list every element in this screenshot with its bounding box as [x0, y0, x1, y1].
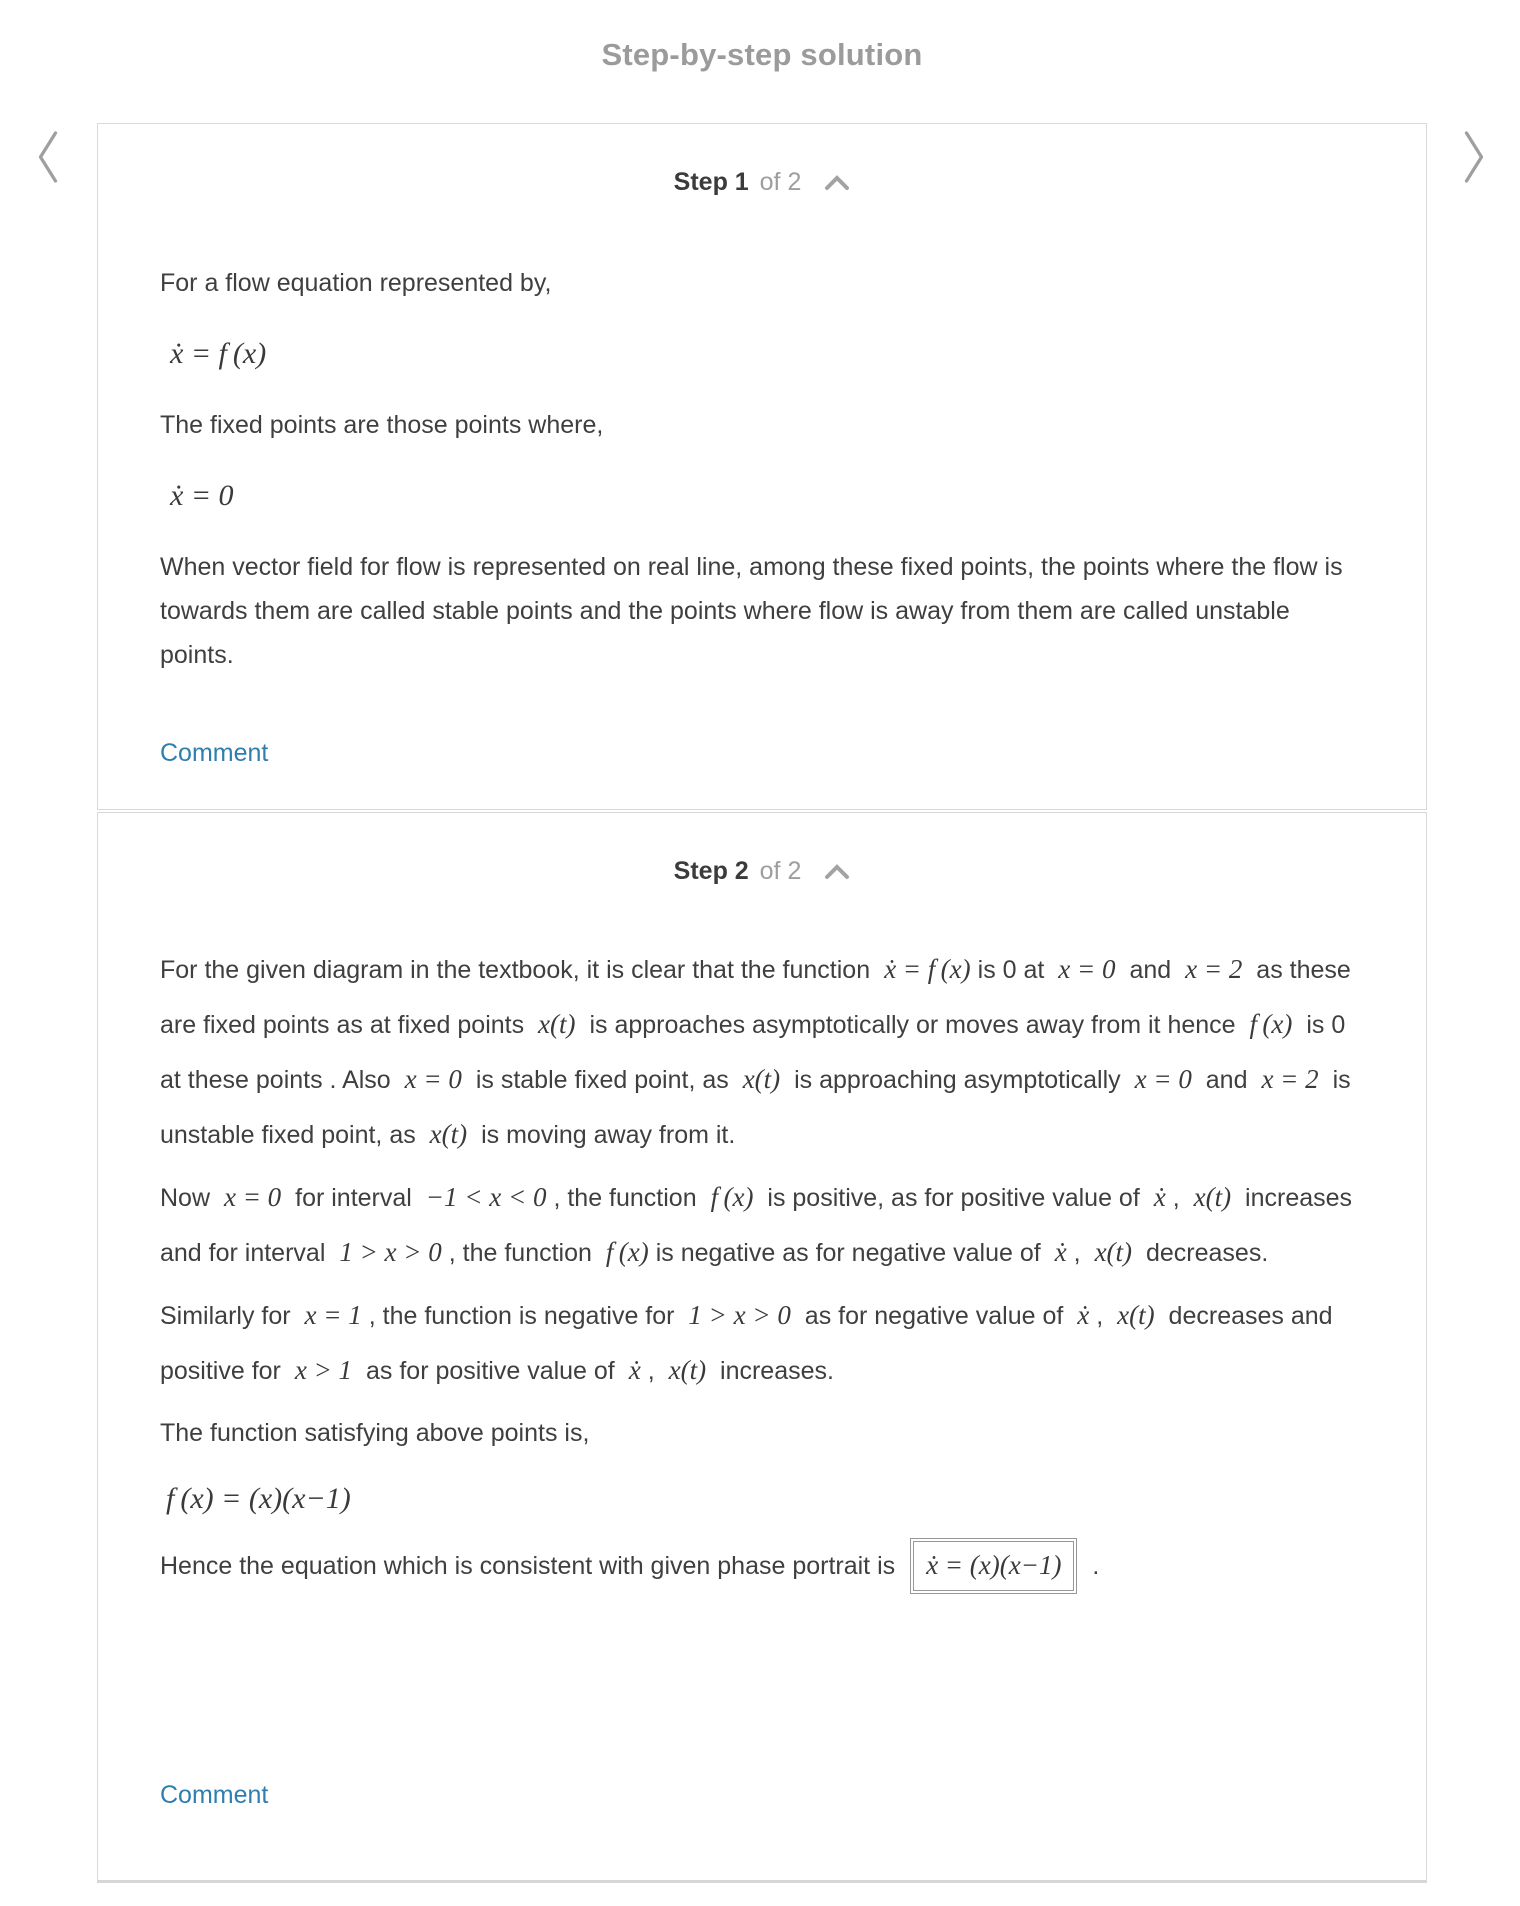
solution-cards	[97, 123, 1427, 1883]
text-run: is moving away from it.	[474, 1121, 736, 1149]
inline-math: x(t)	[1193, 1182, 1232, 1212]
step-count-label: of 2	[759, 857, 802, 885]
text-run: is unstable fixed point, as	[160, 1066, 1351, 1149]
text-run: When vector field for flow is represented on real line, among these fixed points, the points where the flow is towards them are called stable points and the points where flow is away from them are called unstable points.	[160, 553, 1343, 669]
paragraph	[160, 403, 1364, 447]
text-run: ,	[1073, 1239, 1088, 1267]
text-run: , the function	[448, 1239, 599, 1267]
inline-math: x = 2	[1185, 954, 1243, 984]
text-run: is approaching asymptotically	[787, 1066, 1128, 1094]
text-run: is positive, as for positive value of	[760, 1184, 1147, 1212]
step-content	[160, 245, 1364, 693]
text-run: is stable fixed point, as	[468, 1066, 736, 1094]
inline-math: f (x)	[1249, 1009, 1293, 1039]
text-run: as for negative value of	[797, 1302, 1071, 1330]
inline-math: ẋ	[1153, 1182, 1166, 1212]
text-run: decreases and positive for	[160, 1302, 1333, 1385]
next-solution-button[interactable]	[1452, 122, 1496, 192]
display-equation: f (x) = (x)(x−1)	[166, 1482, 351, 1515]
text-run: Hence the equation which is consistent with given phase portrait is	[160, 1552, 903, 1580]
inline-math: 1 > x > 0	[339, 1237, 442, 1267]
step-card-1	[97, 123, 1427, 810]
inline-math: f (x)	[710, 1182, 754, 1212]
text-run: Similarly for	[160, 1302, 298, 1330]
inline-math: f (x)	[605, 1237, 649, 1267]
paragraph	[160, 1170, 1364, 1280]
step-header	[160, 857, 1364, 886]
text-run: is 0 at	[977, 956, 1052, 984]
inline-math: x = 0	[223, 1182, 282, 1212]
text-run: as these are fixed points as at fixed points	[160, 956, 1351, 1039]
page-title: Step-by-step solution	[601, 36, 923, 72]
comment-link[interactable]: Comment	[160, 1781, 269, 1809]
text-run: is 0 at these points . Also	[160, 1011, 1346, 1094]
chevron-up-icon	[824, 863, 850, 880]
step-header	[160, 168, 1364, 197]
text-run: , the function	[553, 1184, 704, 1212]
text-run: The fixed points are those points where,	[160, 411, 604, 439]
step-number-label: Step 1	[673, 168, 749, 196]
paragraph	[160, 1288, 1364, 1398]
text-run: .	[1085, 1552, 1100, 1580]
paragraph	[160, 1406, 1364, 1460]
inline-math: x = 2	[1261, 1064, 1319, 1094]
inline-math: x(t)	[1094, 1237, 1133, 1267]
text-run: For a flow equation represented by,	[160, 269, 552, 297]
text-run: ,	[1096, 1302, 1111, 1330]
step-content	[160, 934, 1364, 1602]
text-run: and	[1198, 1066, 1255, 1094]
text-run: increases and for interval	[160, 1184, 1353, 1267]
text-run: and	[1122, 956, 1179, 984]
text-run: as for positive value of	[359, 1357, 622, 1385]
chevron-left-icon	[30, 126, 66, 188]
step-count-label: of 2	[759, 168, 802, 196]
paragraph	[160, 545, 1364, 677]
paragraph	[160, 942, 1364, 1162]
collapse-step-button[interactable]	[824, 863, 850, 883]
inline-math: ẋ	[628, 1355, 641, 1385]
inline-math: ẋ	[1054, 1237, 1067, 1267]
paragraph	[160, 1538, 1364, 1594]
display-equation: ẋ = 0	[170, 479, 234, 512]
text-run: ,	[647, 1357, 662, 1385]
inline-math: x = 0	[1134, 1064, 1192, 1094]
inline-math: −1 < x < 0	[425, 1182, 547, 1212]
text-run: is approaches asymptotically or moves away from it hence	[582, 1011, 1243, 1039]
inline-math: x(t)	[668, 1355, 707, 1385]
inline-math: x = 1	[304, 1300, 362, 1330]
inline-math: x(t)	[429, 1119, 468, 1149]
step-number-label: Step 2	[673, 857, 749, 885]
previous-solution-button[interactable]	[26, 122, 70, 192]
inline-math: 1 > x > 0	[688, 1300, 791, 1330]
inline-math: x(t)	[538, 1009, 576, 1039]
chevron-right-icon	[1456, 126, 1492, 188]
boxed-equation: ẋ = (x)(x−1)	[910, 1538, 1077, 1594]
inline-math: ẋ = f (x)	[884, 954, 971, 984]
text-run: for interval	[288, 1184, 419, 1212]
text-run: , the function is negative for	[368, 1302, 682, 1330]
inline-math: x = 0	[404, 1064, 462, 1094]
inline-math: ẋ	[1077, 1300, 1090, 1330]
inline-math: x = 0	[1058, 954, 1116, 984]
step-card-2	[97, 812, 1427, 1883]
text-run: The function satisfying above points is,	[160, 1419, 590, 1447]
text-run: increases.	[713, 1357, 834, 1385]
collapse-step-button[interactable]	[824, 174, 850, 194]
inline-math: x(t)	[742, 1064, 781, 1094]
comment-link[interactable]: Comment	[160, 739, 269, 767]
text-run: Now	[160, 1184, 217, 1212]
inline-math: x > 1	[294, 1355, 353, 1385]
inline-math: x(t)	[1117, 1300, 1155, 1330]
paragraph	[160, 261, 1364, 305]
text-run: ,	[1172, 1184, 1187, 1212]
display-equation: ẋ = f (x)	[170, 337, 267, 370]
text-run: decreases.	[1139, 1239, 1269, 1267]
text-run: For the given diagram in the textbook, it is clear that the function	[160, 956, 878, 984]
chevron-up-icon	[824, 174, 850, 191]
text-run: is negative as for negative value of	[655, 1239, 1048, 1267]
